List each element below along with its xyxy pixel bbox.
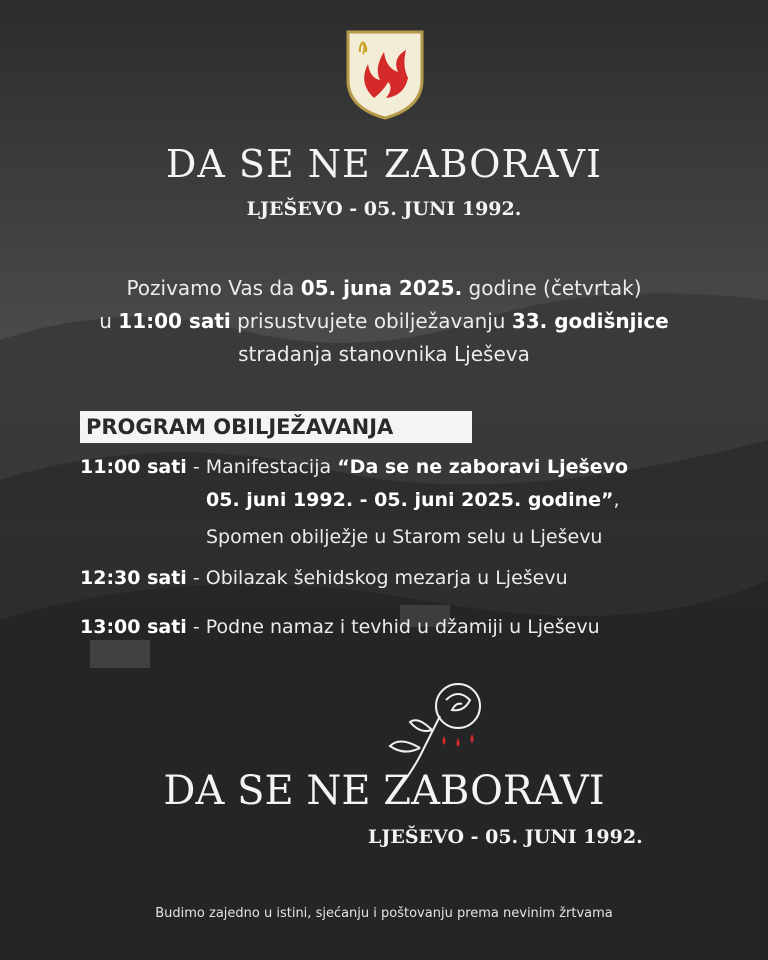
page-subtitle: LJEŠEVO - 05. JUNI 1992.: [246, 198, 522, 220]
page-title: DA SE NE ZABORAVI: [165, 142, 603, 186]
invitation-line-3: stradanja stanovnika Lješeva: [238, 342, 530, 366]
invitation-line-1: Pozivamo Vas da 05. juna 2025. godine (četvrtak): [126, 276, 642, 300]
footer-message: Budimo zajedno u istini, sjećanju i poštovanju prema nevinim žrtvama: [155, 906, 613, 921]
invitation-line-2: u 11:00 sati prisustvujete obilježavanju 33. godišnjice: [99, 309, 669, 333]
invitation-text: [0, 272, 768, 371]
closing-title: DA SE NE ZABORAVI: [163, 768, 605, 814]
program-item-3: 13:00 sati - Podne namaz i tevhid u džamiji u Lješevu: [80, 616, 600, 638]
closing-subtitle: LJEŠEVO - 05. JUNI 1992.: [368, 826, 643, 848]
program-item-1-line-3: Spomen obilježje u Starom selu u Lješevu: [206, 526, 603, 548]
coat-of-arms-logo: [344, 28, 426, 120]
program-item-2: 12:30 sati - Obilazak šehidskog mezarja u Lješevu: [80, 567, 568, 589]
program-item-1: 11:00 sati - Manifestacija “Da se ne zaboravi Lješevo: [80, 456, 629, 478]
program-item-1-line-2: 05. juni 1992. - 05. juni 2025. godine”,: [206, 489, 620, 511]
program-heading: PROGRAM OBILJEŽAVANJA: [80, 411, 472, 443]
